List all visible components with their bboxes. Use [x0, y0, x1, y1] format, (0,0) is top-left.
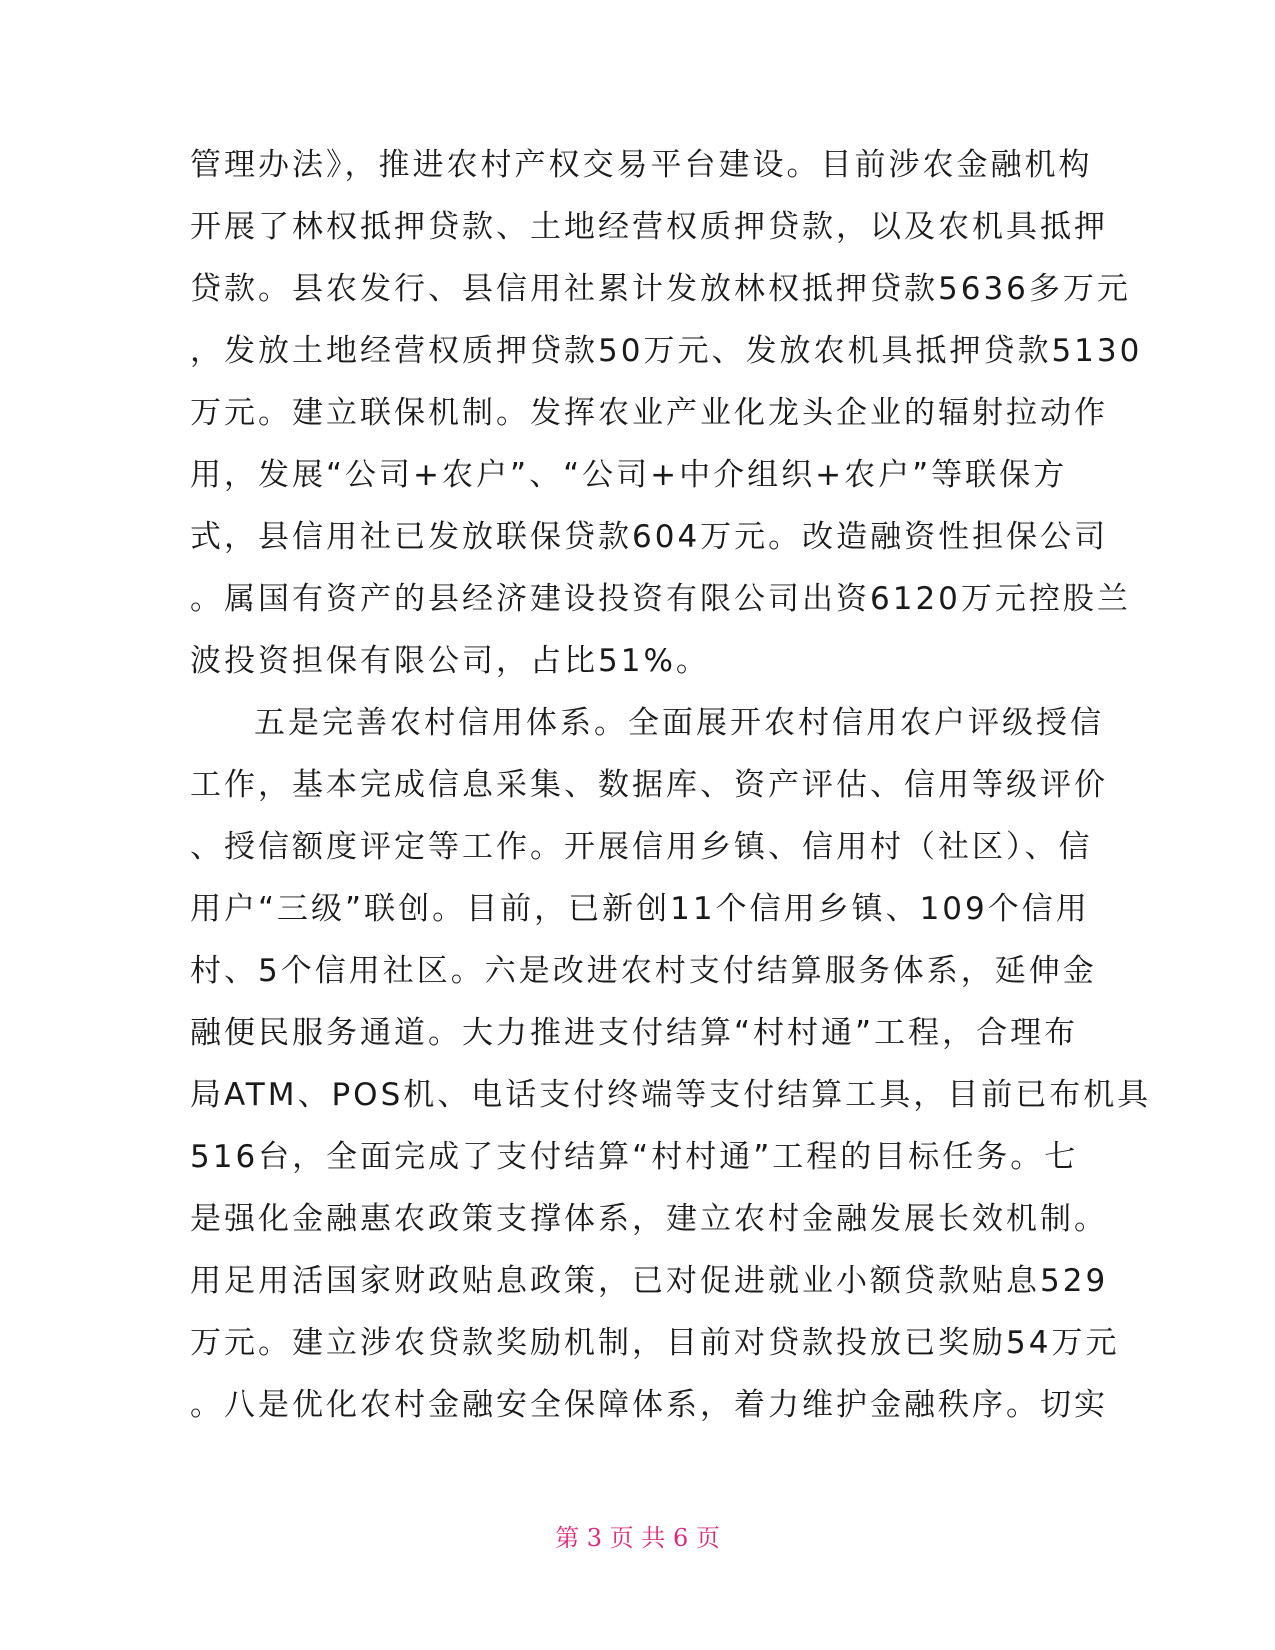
- body-line-17: 516台，全面完成了支付结算“村村通”工程的目标任务。七: [190, 1139, 1079, 1175]
- body-line-7: 式，县信用社已发放联保贷款604万元。改造融资性担保公司: [190, 519, 1109, 555]
- paragraph-start-line: 五是完善农村信用体系。全面展开农村信用农户评级授信: [254, 705, 1104, 741]
- body-line-18: 是强化金融惠农政策支撑体系，建立农村金融发展长效机制。: [190, 1201, 1108, 1237]
- body-line-1: 管理办法》，推进农村产权交易平台建设。目前涉农金融机构: [190, 147, 1093, 183]
- body-line-8: 。属国有资产的县经济建设投资有限公司出资6120万元控股兰: [190, 581, 1131, 617]
- body-line-11: 工作，基本完成信息采集、数据库、资产评估、信用等级评价: [190, 767, 1108, 803]
- body-line-20: 万元。建立涉农贷款奖励机制，目前对贷款投放已奖励54万元: [190, 1325, 1120, 1361]
- body-line-13: 用户“三级”联创。目前，已新创11个信用乡镇、109个信用: [190, 891, 1090, 927]
- body-line-15: 融便民服务通道。大力推进支付结算“村村通”工程，合理布: [190, 1015, 1079, 1051]
- body-line-6: 用，发展“公司+农户”、“公司+中介组织+农户”等联保方: [190, 457, 1068, 493]
- body-line-5: 万元。建立联保机制。发挥农业产业化龙头企业的辐射拉动作: [190, 395, 1108, 431]
- body-line-19: 用足用活国家财政贴息政策，已对促进就业小额贷款贴息529: [190, 1263, 1109, 1299]
- body-line-14: 村、5个信用社区。六是改进农村支付结算服务体系，延伸金: [190, 953, 1097, 989]
- body-line-21: 。八是优化农村金融安全保障体系，着力维护金融秩序。切实: [190, 1387, 1108, 1423]
- body-line-3: 贷款。县农发行、县信用社累计发放林权抵押贷款5636多万元: [190, 271, 1131, 307]
- body-line-16: 局ATM、POS机、电话支付终端等支付结算工具，目前已布机具: [190, 1077, 1152, 1113]
- page-number-footer: 第 3 页 共 6 页: [555, 1524, 720, 1552]
- body-line-12: 、授信额度评定等工作。开展信用乡镇、信用村（社区）、信: [190, 829, 1093, 865]
- body-line-2: 开展了林权抵押贷款、土地经营权质押贷款，以及农机具抵押: [190, 209, 1108, 245]
- body-line-4: ，发放土地经营权质押贷款50万元、发放农机具抵押贷款5130: [190, 333, 1143, 369]
- body-line-9: 波投资担保有限公司，占比51%。: [190, 643, 710, 679]
